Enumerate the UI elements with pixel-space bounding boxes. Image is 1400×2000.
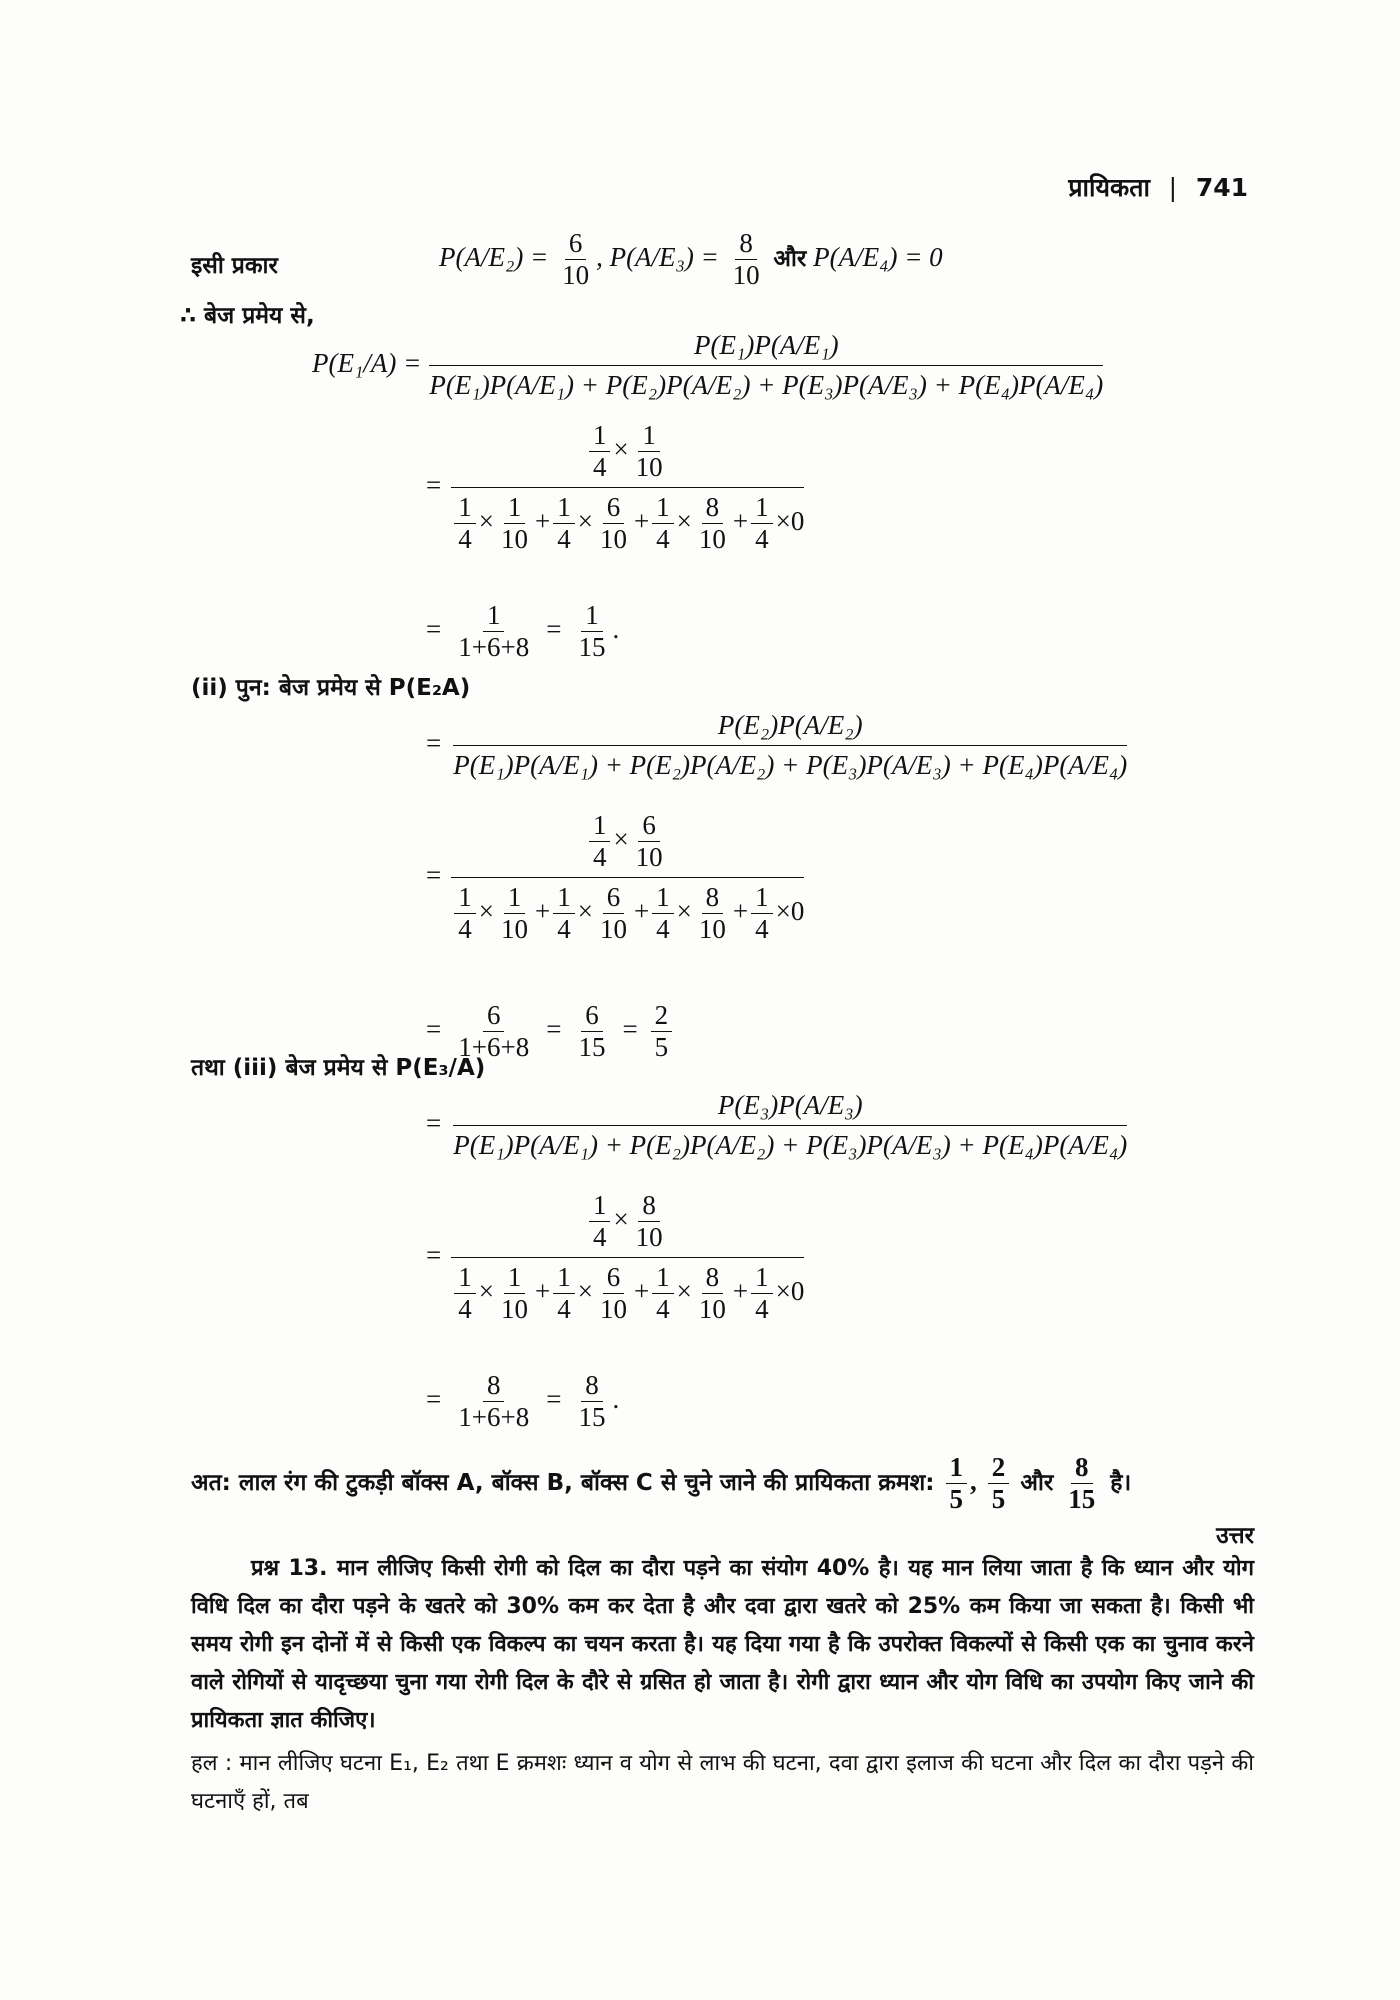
numeric-denominator xyxy=(451,1258,804,1325)
denominator: 15 xyxy=(578,1402,606,1433)
number: 0 xyxy=(790,505,805,536)
denominator: 10 xyxy=(500,914,528,945)
fraction xyxy=(652,882,674,945)
fraction xyxy=(589,1190,611,1253)
product-term xyxy=(550,492,634,555)
numerator: 6 xyxy=(603,492,625,524)
sentence-end: है। xyxy=(1110,1470,1132,1497)
fraction xyxy=(454,1370,533,1433)
result-line xyxy=(426,600,619,663)
equals-sign: = xyxy=(546,1383,562,1414)
numerator: 1 xyxy=(652,492,674,524)
numerator: 1 xyxy=(589,1190,611,1222)
times-sign: × xyxy=(478,1275,494,1306)
product-term xyxy=(451,882,535,945)
denominator: 15 xyxy=(578,1032,606,1063)
product-term xyxy=(748,882,805,945)
fraction xyxy=(751,882,773,945)
times-sign: × xyxy=(676,505,692,536)
intro-equations xyxy=(439,228,943,291)
denominator: 4 xyxy=(592,1222,607,1253)
numerator: 1 xyxy=(553,882,575,914)
numerator: 1 xyxy=(589,810,611,842)
numerator: 8 xyxy=(735,228,757,260)
denominator: 10 xyxy=(599,1294,627,1325)
fraction xyxy=(574,1000,609,1063)
equals-sign: = xyxy=(622,1013,638,1044)
denominator: 15 xyxy=(578,632,606,663)
fraction xyxy=(558,228,593,291)
numerator: 1 xyxy=(751,492,773,524)
product-term xyxy=(748,492,805,555)
chapter-title: प्रायिकता xyxy=(1068,173,1150,202)
numerator: 8 xyxy=(638,1190,660,1222)
product-term xyxy=(451,492,535,555)
denominator: 4 xyxy=(458,914,472,945)
fraction xyxy=(652,492,674,555)
equals-sign: = xyxy=(426,613,442,644)
numeric-substitution xyxy=(426,420,804,555)
question-text: प्रश्न 13. मान लीजिए किसी रोगी को दिल का दौरा पड़ने का संयोग 40% है। यह मान लिया जाता है कि ध्यान और योग विधि दिल का दौरा पड़ने के खतरे को 30% कम कर देता है और दवा द्वारा खतरे को 25% कम किया जा सकता है। किसी भी समय रोगी इन दोनों में से किसी एक विकल्प का चयन करता है। यह दिया गया है कि उपरोक्त विकल्पों से किसी एक का चुनाव करने वाले रोगियों से यादृच्छया चुना गया रोगी दिल के दौरे से ग्रसित हो जाता है। रोगी द्वारा ध्यान और योग विधि का उपयोग किए जाने की प्रायिकता ज्ञात कीजिए। xyxy=(191,1556,1254,1733)
result-line xyxy=(426,1370,619,1433)
fraction xyxy=(454,600,533,663)
denominator: 4 xyxy=(656,524,670,555)
plus-sign: + xyxy=(732,505,749,536)
product-term xyxy=(649,882,733,945)
numerator: 1 xyxy=(751,882,773,914)
numeric-numerator xyxy=(451,810,804,878)
denominator: 4 xyxy=(755,914,769,945)
therefore-bayes: ∴ बेज प्रमेय से, xyxy=(180,303,315,329)
times-sign: × xyxy=(478,505,494,536)
bayes-fraction xyxy=(453,1090,1127,1161)
bayes-denominator: P(E₁)P(A/E₁) + P(E₂)P(A/E₂) + P(E₃)P(A/E₃) + P(E₄)P(A/E₄) xyxy=(429,370,1104,400)
numerator: 1 xyxy=(504,882,526,914)
product-term xyxy=(649,492,733,555)
numerator: 1 xyxy=(553,492,575,524)
numerator: 1 xyxy=(589,420,611,452)
numerator: 1 xyxy=(553,1262,575,1294)
fraction xyxy=(574,600,609,663)
times-sign: × xyxy=(775,1275,791,1306)
fraction xyxy=(553,1262,575,1325)
numeric-fraction xyxy=(451,420,804,555)
numerator: 1 xyxy=(504,1262,526,1294)
conclusion-line xyxy=(191,1452,1131,1515)
numerator: 6 xyxy=(581,1000,603,1032)
comma: , xyxy=(970,1466,977,1497)
denominator: 4 xyxy=(656,1294,670,1325)
numeric-substitution xyxy=(426,1190,804,1325)
denominator: 10 xyxy=(599,524,627,555)
step-label: तथा (iii) बेज प्रमेय से P(E₃/A) xyxy=(191,1055,486,1081)
fraction xyxy=(454,492,476,555)
numeric-denominator xyxy=(451,488,804,555)
bayes-numerator: P(E₁)P(A/E₁) xyxy=(429,330,1103,366)
eq-p-a-e3: P(A/E₃) = xyxy=(609,241,719,272)
numerator: 1 xyxy=(483,600,505,632)
equals-sign: = xyxy=(426,469,442,500)
denominator: 10 xyxy=(698,1294,726,1325)
numerator: 6 xyxy=(638,810,660,842)
question-13 xyxy=(191,1550,1254,1740)
numerator: 8 xyxy=(1071,1452,1093,1484)
denominator: 4 xyxy=(557,914,571,945)
plus-sign: + xyxy=(633,505,650,536)
fraction xyxy=(454,1262,476,1325)
numerator: 6 xyxy=(483,1000,505,1032)
denominator: 1+6+8 xyxy=(458,632,530,663)
denominator: 4 xyxy=(656,914,670,945)
product-term xyxy=(586,420,670,483)
numerator: 2 xyxy=(651,1000,673,1032)
plus-sign: + xyxy=(534,895,551,926)
product-term xyxy=(550,1262,634,1325)
intro-label: इसी प्रकार xyxy=(191,253,278,279)
denominator: 10 xyxy=(500,524,528,555)
numeric-numerator xyxy=(451,1190,804,1258)
product-term xyxy=(586,1190,670,1253)
solution-text: हल : मान लीजिए घटना E₁, E₂ तथा E क्रमशः ध्यान व योग से लाभ की घटना, दवा द्वारा इलाज की घटना और दिल का दौरा पड़ने की घटनाएँ हों, तब xyxy=(191,1751,1254,1814)
numerator: 1 xyxy=(504,492,526,524)
times-sign: × xyxy=(577,895,593,926)
equals-sign: = xyxy=(546,613,562,644)
fraction xyxy=(695,882,730,945)
denominator: 15 xyxy=(1068,1484,1096,1515)
numerator: 8 xyxy=(483,1370,505,1402)
answer-label: उत्तर xyxy=(1216,1523,1254,1549)
numerator: 2 xyxy=(988,1452,1010,1484)
fraction xyxy=(589,420,611,483)
product-term xyxy=(748,1262,805,1325)
denominator: 5 xyxy=(949,1484,964,1515)
conclusion-text: अत: लाल रंग की टुकड़ी बॉक्स A, बॉक्स B, बॉक्स C से चुने जाने की प्रायिकता क्रमश: xyxy=(191,1470,935,1497)
equals-sign: = xyxy=(426,859,442,890)
punctuation: . xyxy=(612,1383,620,1414)
numerator: 6 xyxy=(603,882,625,914)
denominator: 10 xyxy=(732,260,760,291)
fraction xyxy=(695,1262,730,1325)
punctuation: . xyxy=(612,613,620,644)
numeric-denominator xyxy=(451,878,804,945)
fraction xyxy=(497,492,532,555)
fraction xyxy=(574,1370,609,1433)
header-separator: | xyxy=(1168,173,1178,202)
page-number: 741 xyxy=(1195,173,1248,202)
fraction xyxy=(497,882,532,945)
numerator: 1 xyxy=(946,1452,968,1484)
times-sign: × xyxy=(613,433,629,464)
product-term xyxy=(550,882,634,945)
denominator: 4 xyxy=(458,1294,472,1325)
numerator: 8 xyxy=(702,492,724,524)
times-sign: × xyxy=(775,505,791,536)
numerator: 1 xyxy=(454,1262,476,1294)
denominator: 10 xyxy=(635,842,663,873)
equals-sign: = xyxy=(426,1013,442,1044)
numerator: 1 xyxy=(581,600,603,632)
numerator: 1 xyxy=(454,492,476,524)
fraction xyxy=(497,1262,532,1325)
equals-sign: = xyxy=(426,727,442,758)
plus-sign: + xyxy=(534,505,551,536)
product-term xyxy=(586,810,670,873)
times-sign: × xyxy=(613,1203,629,1234)
numerator: 1 xyxy=(638,420,660,452)
denominator: 10 xyxy=(500,1294,528,1325)
bayes-formula xyxy=(312,330,1103,401)
numeric-fraction xyxy=(451,1190,804,1325)
denominator: 1+6+8 xyxy=(458,1032,530,1063)
fraction xyxy=(454,882,476,945)
equals-sign: = xyxy=(426,1107,442,1138)
eq-p-a-e2: P(A/E₂) = xyxy=(439,241,549,272)
denominator: 4 xyxy=(755,524,769,555)
eq-p-a-e4: P(A/E₄) = 0 xyxy=(813,241,943,272)
fraction xyxy=(632,810,667,873)
and-word: और xyxy=(1020,1470,1054,1497)
plus-sign: + xyxy=(633,1275,650,1306)
bayes-denominator: P(E₁)P(A/E₁) + P(E₂)P(A/E₂) + P(E₃)P(A/E₃) + P(E₄)P(A/E₄) xyxy=(453,1130,1128,1160)
numerator: 8 xyxy=(581,1370,603,1402)
numerator: 6 xyxy=(565,228,587,260)
bayes-formula xyxy=(426,1090,1127,1161)
fraction xyxy=(946,1452,968,1515)
numerator: 8 xyxy=(702,882,724,914)
times-sign: × xyxy=(613,823,629,854)
formula-lhs: P(E₁/A) = xyxy=(312,347,422,378)
equals-sign: = xyxy=(546,1013,562,1044)
denominator: 10 xyxy=(562,260,590,291)
denominator: 5 xyxy=(654,1032,669,1063)
plus-sign: + xyxy=(633,895,650,926)
times-sign: × xyxy=(478,895,494,926)
denominator: 1+6+8 xyxy=(458,1402,530,1433)
plus-sign: + xyxy=(732,895,749,926)
fraction xyxy=(652,1262,674,1325)
running-header xyxy=(1068,170,1248,204)
denominator: 10 xyxy=(635,1222,663,1253)
plus-sign: + xyxy=(534,1275,551,1306)
denominator: 4 xyxy=(458,524,472,555)
number: 0 xyxy=(790,895,805,926)
times-sign: × xyxy=(775,895,791,926)
product-term xyxy=(649,1262,733,1325)
denominator: 4 xyxy=(557,1294,571,1325)
fraction xyxy=(596,882,631,945)
fraction xyxy=(596,492,631,555)
denominator: 5 xyxy=(991,1484,1006,1515)
denominator: 10 xyxy=(635,452,663,483)
fraction xyxy=(632,420,667,483)
numerator: 1 xyxy=(454,882,476,914)
denominator: 4 xyxy=(755,1294,769,1325)
denominator: 10 xyxy=(698,914,726,945)
equals-sign: = xyxy=(426,1383,442,1414)
fraction xyxy=(695,492,730,555)
step-label: (ii) पुन: बेज प्रमेय से P(E₂A) xyxy=(191,675,471,701)
fraction xyxy=(651,1000,673,1063)
denominator: 4 xyxy=(557,524,571,555)
fraction xyxy=(553,492,575,555)
fraction xyxy=(632,1190,667,1253)
numeric-fraction xyxy=(451,810,804,945)
fraction xyxy=(729,228,764,291)
bayes-fraction xyxy=(429,330,1103,401)
numeric-substitution xyxy=(426,810,804,945)
denominator: 4 xyxy=(592,452,607,483)
bayes-formula xyxy=(426,710,1127,781)
fraction xyxy=(596,1262,631,1325)
numerator: 1 xyxy=(652,882,674,914)
bayes-denominator: P(E₁)P(A/E₁) + P(E₂)P(A/E₂) + P(E₃)P(A/E₃) + P(E₄)P(A/E₄) xyxy=(453,750,1128,780)
number: 0 xyxy=(790,1275,805,1306)
fraction xyxy=(751,492,773,555)
denominator: 10 xyxy=(599,914,627,945)
numeric-numerator xyxy=(451,420,804,488)
fraction xyxy=(751,1262,773,1325)
times-sign: × xyxy=(676,895,692,926)
solution xyxy=(191,1745,1254,1821)
bayes-fraction xyxy=(453,710,1127,781)
fraction xyxy=(553,882,575,945)
fraction xyxy=(988,1452,1010,1515)
numerator: 6 xyxy=(603,1262,625,1294)
numerator: 1 xyxy=(652,1262,674,1294)
bayes-numerator: P(E₂)P(A/E₂) xyxy=(453,710,1127,746)
times-sign: × xyxy=(577,1275,593,1306)
fraction xyxy=(1064,1452,1099,1515)
and-word: और xyxy=(773,245,807,271)
product-term xyxy=(451,1262,535,1325)
times-sign: × xyxy=(577,505,593,536)
numerator: 8 xyxy=(702,1262,724,1294)
times-sign: × xyxy=(676,1275,692,1306)
bayes-numerator: P(E₃)P(A/E₃) xyxy=(453,1090,1127,1126)
denominator: 4 xyxy=(592,842,607,873)
comma: , xyxy=(596,241,603,272)
fraction xyxy=(589,810,611,873)
plus-sign: + xyxy=(732,1275,749,1306)
numerator: 1 xyxy=(751,1262,773,1294)
equals-sign: = xyxy=(426,1239,442,1270)
denominator: 10 xyxy=(698,524,726,555)
